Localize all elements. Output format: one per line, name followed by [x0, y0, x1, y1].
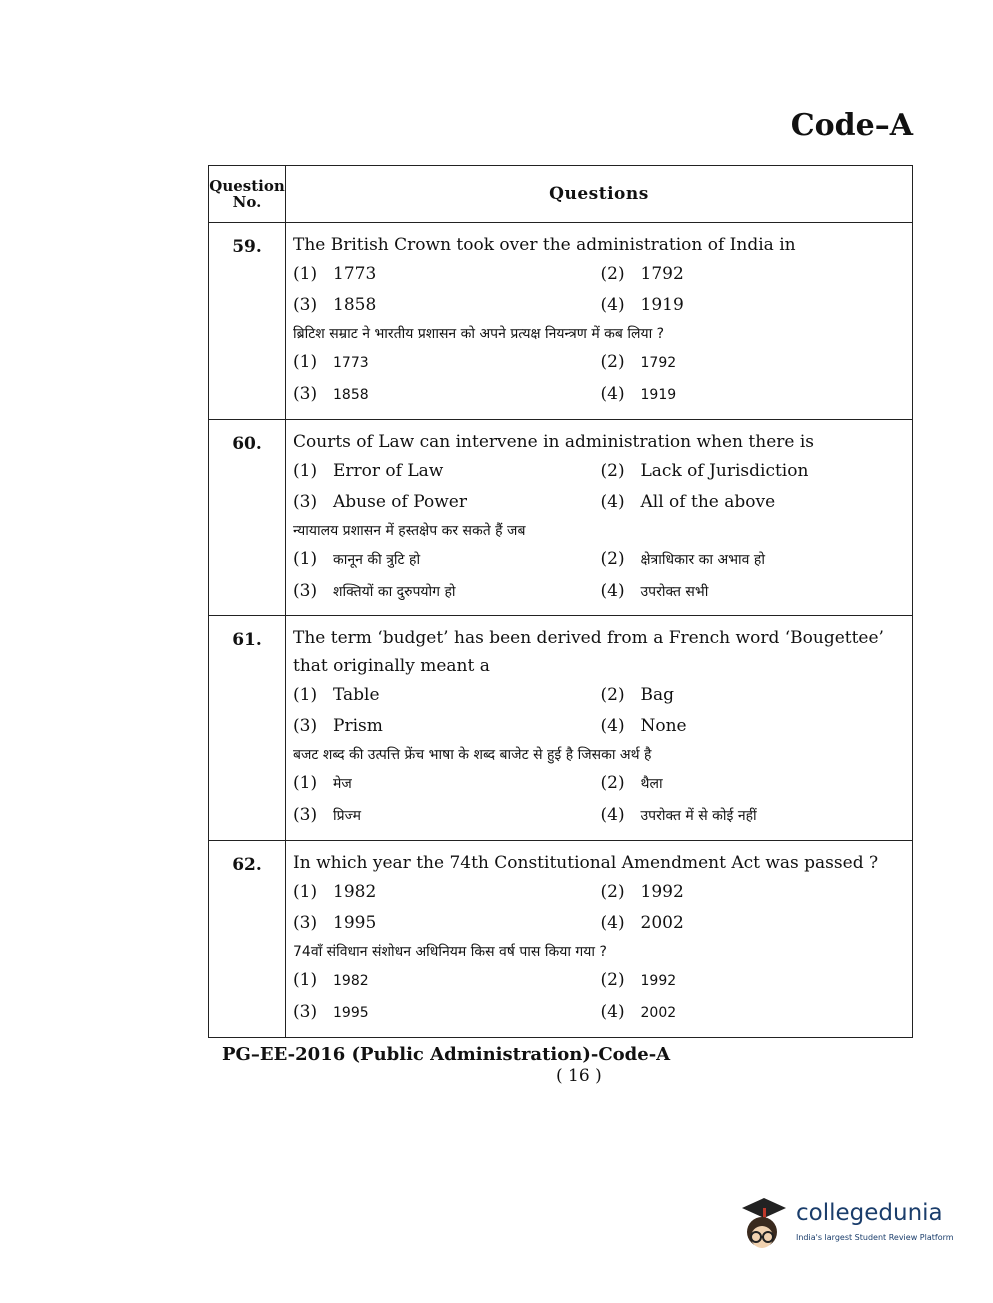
question-content [286, 419, 913, 616]
option-number: (2) [600, 352, 625, 372]
option-number: (2) [600, 882, 625, 903]
option-number: (3) [293, 580, 318, 601]
questions-body [209, 223, 913, 1038]
option-number: (3) [293, 716, 318, 737]
footer-title: PG–EE-2016 (Public Administration)-Code-A [222, 1044, 671, 1065]
option-number: (1) [293, 548, 318, 569]
table-header-row [209, 166, 913, 223]
question-content [286, 841, 913, 1038]
option-number: (3) [293, 1002, 318, 1023]
option-number: (2) [600, 685, 625, 706]
option-number: (3) [293, 491, 318, 512]
option-number: (2) [600, 264, 625, 284]
option-item [601, 578, 909, 606]
option-text: 2002 [640, 1005, 677, 1022]
option-text: 1995 [333, 1005, 369, 1022]
option-text: 2002 [640, 913, 684, 934]
option-text: 1858 [333, 295, 377, 315]
page-number: ( 16 ) [556, 1066, 602, 1086]
option-text: 1858 [333, 387, 369, 403]
option-item [293, 489, 601, 516]
option-item [293, 999, 601, 1027]
option-item [601, 458, 909, 485]
option-number: (4) [600, 384, 625, 404]
question-stem-hindi: बजट शब्द की उत्पत्ति फ्रेंच भाषा के शब्द बाजेट से हुई है जिसका अर्थ है [293, 747, 652, 764]
option-text: कानून की त्रुटि हो [333, 551, 421, 568]
question-stem-hindi: 74वाँ संविधान संशोधन अधिनियम किस वर्ष पास किया गया ? [293, 944, 607, 961]
option-text: 1982 [333, 973, 369, 990]
question-number: 59. [209, 223, 286, 420]
option-text: प्रिज्म [333, 808, 361, 825]
option-item [293, 578, 601, 606]
option-number: (1) [293, 882, 318, 903]
option-number: (4) [600, 805, 625, 826]
questions-header: Questions [286, 166, 913, 223]
option-text: 1919 [640, 295, 684, 315]
option-item [601, 489, 909, 516]
option-text: शक्तियों का दुरुपयोग हो [333, 583, 456, 600]
collegedunia-logo [738, 1196, 963, 1262]
options-hindi [293, 349, 908, 409]
option-number: (3) [293, 913, 318, 934]
question-stem-hindi: न्यायालय प्रशासन में हस्तक्षेप कर सकते हैं जब [293, 522, 526, 539]
option-text: None [640, 716, 687, 737]
option-item [293, 967, 601, 995]
option-text: 1992 [640, 882, 684, 903]
option-item [293, 381, 601, 409]
question-row [209, 419, 913, 616]
option-item [601, 682, 909, 709]
option-item [293, 713, 601, 740]
option-text: 1792 [640, 264, 684, 284]
option-item [293, 802, 601, 830]
question-stem-english: The term ‘budget’ has been derived from a French word ‘Bougettee’ that originally meant a [293, 628, 884, 677]
option-item [293, 261, 601, 288]
option-item [601, 879, 909, 906]
option-number: (4) [600, 716, 625, 737]
option-number: (2) [600, 460, 625, 481]
questions-table [208, 165, 913, 1038]
option-text: Abuse of Power [333, 491, 467, 512]
option-item [293, 770, 601, 798]
student-mascot-icon [738, 1196, 794, 1258]
paper-code: Code–A [790, 108, 913, 143]
option-text: 1773 [333, 264, 377, 284]
option-text: 1995 [333, 913, 377, 934]
options-english [293, 879, 908, 937]
option-item [293, 879, 601, 906]
option-item [601, 770, 909, 798]
question-no-header: Question No. [209, 166, 286, 223]
option-item [601, 261, 909, 288]
option-item [293, 292, 601, 319]
option-text: 1919 [640, 387, 677, 403]
option-text: 1982 [333, 882, 377, 903]
option-number: (4) [600, 580, 625, 601]
options-hindi [293, 770, 908, 830]
logo-wordmark: collegedunia [796, 1200, 943, 1226]
question-stem-english: The British Crown took over the administration of India in [293, 235, 796, 255]
option-item [601, 292, 909, 319]
option-item [293, 349, 601, 377]
option-text: Prism [333, 716, 383, 737]
logo-tagline: India's largest Student Review Platform [796, 1233, 954, 1242]
options-hindi [293, 546, 908, 606]
options-hindi [293, 967, 908, 1027]
option-number: (4) [600, 913, 625, 934]
option-text: Error of Law [333, 460, 444, 481]
option-text: क्षेत्राधिकार का अभाव हो [640, 551, 765, 568]
option-item [293, 546, 601, 574]
option-text: Table [333, 685, 380, 706]
option-text: मेज [333, 776, 352, 793]
option-number: (2) [600, 548, 625, 569]
option-item [293, 910, 601, 937]
option-item [601, 910, 909, 937]
option-text: Lack of Jurisdiction [640, 460, 809, 481]
option-number: (1) [293, 352, 318, 372]
option-number: (1) [293, 685, 318, 706]
option-item [601, 999, 909, 1027]
question-number: 61. [209, 616, 286, 841]
option-item [293, 682, 601, 709]
question-row [209, 616, 913, 841]
option-text: All of the above [640, 491, 776, 512]
option-item [601, 381, 909, 409]
options-english [293, 261, 908, 319]
option-number: (4) [600, 295, 625, 315]
question-stem-hindi: ब्रिटिश सम्राट ने भारतीय प्रशासन को अपने प्रत्यक्ष नियन्त्रण में कब लिया ? [293, 326, 665, 342]
options-english [293, 682, 908, 740]
option-text: Bag [640, 685, 675, 706]
options-english [293, 458, 908, 516]
question-stem-english: In which year the 74th Constitutional Amendment Act was passed ? [293, 853, 879, 874]
option-item [601, 546, 909, 574]
question-number: 60. [209, 419, 286, 616]
option-text: थैला [640, 776, 663, 793]
question-row [209, 223, 913, 420]
option-number: (1) [293, 773, 318, 794]
option-item [601, 713, 909, 740]
option-item [601, 802, 909, 830]
option-number: (1) [293, 460, 318, 481]
option-text: उपरोक्त में से कोई नहीं [640, 808, 757, 825]
option-number: (2) [600, 970, 625, 991]
option-number: (4) [600, 491, 625, 512]
option-item [293, 458, 601, 485]
option-text: 1992 [640, 973, 677, 990]
option-number: (1) [293, 264, 318, 284]
option-number: (3) [293, 805, 318, 826]
question-content [286, 223, 913, 420]
option-text: उपरोक्त सभी [640, 583, 709, 600]
question-row [209, 841, 913, 1038]
option-number: (3) [293, 384, 318, 404]
option-number: (4) [600, 1002, 625, 1023]
question-number: 62. [209, 841, 286, 1038]
option-item [601, 349, 909, 377]
option-text: 1792 [640, 355, 677, 371]
option-number: (1) [293, 970, 318, 991]
option-number: (3) [293, 295, 318, 315]
option-item [601, 967, 909, 995]
option-text: 1773 [333, 355, 369, 371]
option-number: (2) [600, 773, 625, 794]
question-content [286, 616, 913, 841]
question-stem-english: Courts of Law can intervene in administration when there is [293, 431, 815, 452]
